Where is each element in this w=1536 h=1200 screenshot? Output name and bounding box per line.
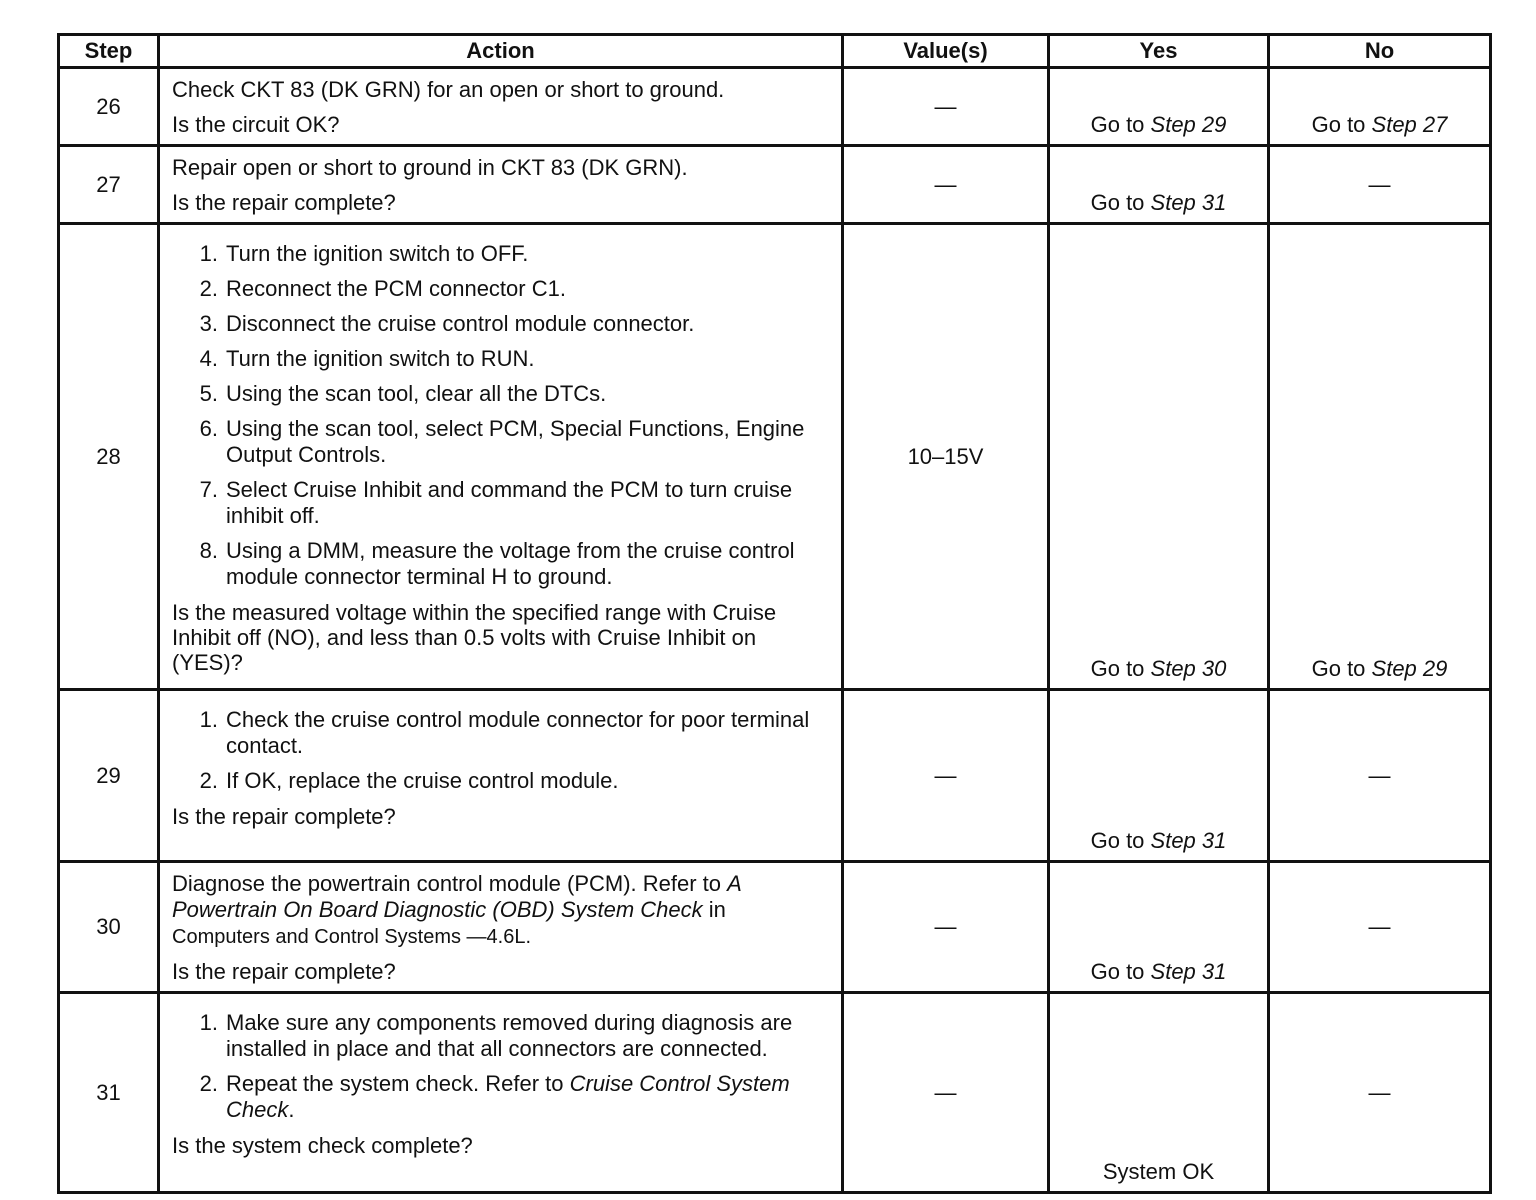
no-step-ref: Step 29 bbox=[1371, 656, 1448, 681]
value-cell: — bbox=[843, 862, 1049, 993]
header-step: Step bbox=[59, 35, 159, 68]
step-number: 29 bbox=[59, 690, 159, 862]
yes-cell bbox=[1049, 862, 1269, 993]
yes-prefix: Go to bbox=[1090, 828, 1151, 853]
header-row bbox=[59, 35, 1491, 68]
list-item: 7. Select Cruise Inhibit and command the PCM to turn cruise inhibit off. bbox=[199, 477, 793, 528]
list-item: 8. Using a DMM, measure the voltage from the cruise control module connector terminal H to ground. bbox=[199, 538, 795, 589]
yes-step-ref: Step 31 bbox=[1150, 959, 1227, 984]
diagnostic-table-sheet bbox=[57, 33, 1489, 1194]
no-cell bbox=[1269, 68, 1491, 146]
action-reference-manual: Computers and Control Systems —4.6L. bbox=[172, 926, 532, 948]
table-row bbox=[59, 862, 1491, 993]
table-row bbox=[59, 146, 1491, 224]
yes-cell bbox=[1049, 690, 1269, 862]
no-prefix: Go to bbox=[1311, 112, 1372, 137]
action-steps-list bbox=[172, 707, 831, 794]
value-cell: 10–15V bbox=[843, 224, 1049, 690]
table-row bbox=[59, 68, 1491, 146]
yes-cell bbox=[1049, 146, 1269, 224]
yes-prefix: Go to bbox=[1090, 190, 1151, 215]
list-item: 1. Turn the ignition switch to OFF. bbox=[199, 241, 529, 266]
header-values: Value(s) bbox=[843, 35, 1049, 68]
diagnostic-table bbox=[57, 33, 1492, 1194]
table-row bbox=[59, 224, 1491, 690]
value-cell: — bbox=[843, 68, 1049, 146]
step-number: 26 bbox=[59, 68, 159, 146]
action-cell bbox=[159, 68, 843, 146]
list-item: 3. Disconnect the cruise control module connector. bbox=[199, 311, 695, 336]
yes-step-ref: Step 31 bbox=[1150, 828, 1227, 853]
action-cell bbox=[159, 224, 843, 690]
action-reference: Cruise Control System Check bbox=[226, 1071, 790, 1122]
action-question: Is the circuit OK? bbox=[172, 112, 340, 137]
action-text: Diagnose the powertrain control module (PCM). Refer to A Powertrain On Board Diagnostic (OBD) System Check in Computers and Control Systems —4.6L. bbox=[172, 871, 741, 948]
step-number: 31 bbox=[59, 993, 159, 1193]
yes-cell: System OK bbox=[1049, 993, 1269, 1193]
no-step-ref: Step 27 bbox=[1371, 112, 1448, 137]
action-cell bbox=[159, 146, 843, 224]
step-number: 30 bbox=[59, 862, 159, 993]
yes-prefix: Go to bbox=[1090, 959, 1151, 984]
list-item: 4. Turn the ignition switch to RUN. bbox=[199, 346, 535, 371]
yes-step-ref: Step 29 bbox=[1150, 112, 1227, 137]
table-row bbox=[59, 993, 1491, 1193]
no-cell: — bbox=[1269, 993, 1491, 1193]
action-question: Is the measured voltage within the specified range with Cruise Inhibit off (NO), and less than 0.5 volts with Cruise Inhibit on (YES)? bbox=[172, 600, 777, 675]
step-number: 27 bbox=[59, 146, 159, 224]
list-item: 2. Reconnect the PCM connector C1. bbox=[199, 276, 566, 301]
action-question: Is the repair complete? bbox=[172, 190, 396, 215]
action-steps-list bbox=[172, 241, 831, 590]
yes-step-ref: Step 30 bbox=[1150, 656, 1227, 681]
list-item: 6. Using the scan tool, select PCM, Special Functions, Engine Output Controls. bbox=[199, 416, 805, 467]
header-action: Action bbox=[159, 35, 843, 68]
yes-prefix: Go to bbox=[1090, 656, 1151, 681]
action-cell bbox=[159, 690, 843, 862]
value-cell: — bbox=[843, 146, 1049, 224]
action-question: Is the repair complete? bbox=[172, 804, 396, 829]
action-cell bbox=[159, 862, 843, 993]
yes-cell bbox=[1049, 224, 1269, 690]
action-text: Check CKT 83 (DK GRN) for an open or short to ground. bbox=[172, 77, 725, 102]
list-item: 1. Make sure any components removed during diagnosis are installed in place and that all connectors are connected. bbox=[199, 1010, 793, 1061]
table-row bbox=[59, 690, 1491, 862]
no-cell bbox=[1269, 224, 1491, 690]
no-cell: — bbox=[1269, 862, 1491, 993]
yes-cell bbox=[1049, 68, 1269, 146]
value-cell: — bbox=[843, 993, 1049, 1193]
action-reference: A Powertrain On Board Diagnostic (OBD) System Check bbox=[172, 871, 741, 922]
list-item: 2. Repeat the system check. Refer to Cruise Control System Check. bbox=[199, 1071, 790, 1122]
action-question: Is the repair complete? bbox=[172, 959, 396, 984]
no-cell: — bbox=[1269, 690, 1491, 862]
yes-step-ref: Step 31 bbox=[1150, 190, 1227, 215]
header-no: No bbox=[1269, 35, 1491, 68]
action-steps-list bbox=[172, 1010, 831, 1123]
action-cell bbox=[159, 993, 843, 1193]
value-cell: — bbox=[843, 690, 1049, 862]
action-question: Is the system check complete? bbox=[172, 1133, 473, 1158]
no-cell: — bbox=[1269, 146, 1491, 224]
no-prefix: Go to bbox=[1311, 656, 1372, 681]
action-text: Repair open or short to ground in CKT 83 (DK GRN). bbox=[172, 155, 688, 180]
step-number: 28 bbox=[59, 224, 159, 690]
list-item: 2. If OK, replace the cruise control module. bbox=[199, 768, 619, 793]
list-item: 5. Using the scan tool, clear all the DTCs. bbox=[199, 381, 607, 406]
list-item: 1. Check the cruise control module connector for poor terminal contact. bbox=[199, 707, 810, 758]
yes-prefix: Go to bbox=[1090, 112, 1151, 137]
header-yes: Yes bbox=[1049, 35, 1269, 68]
